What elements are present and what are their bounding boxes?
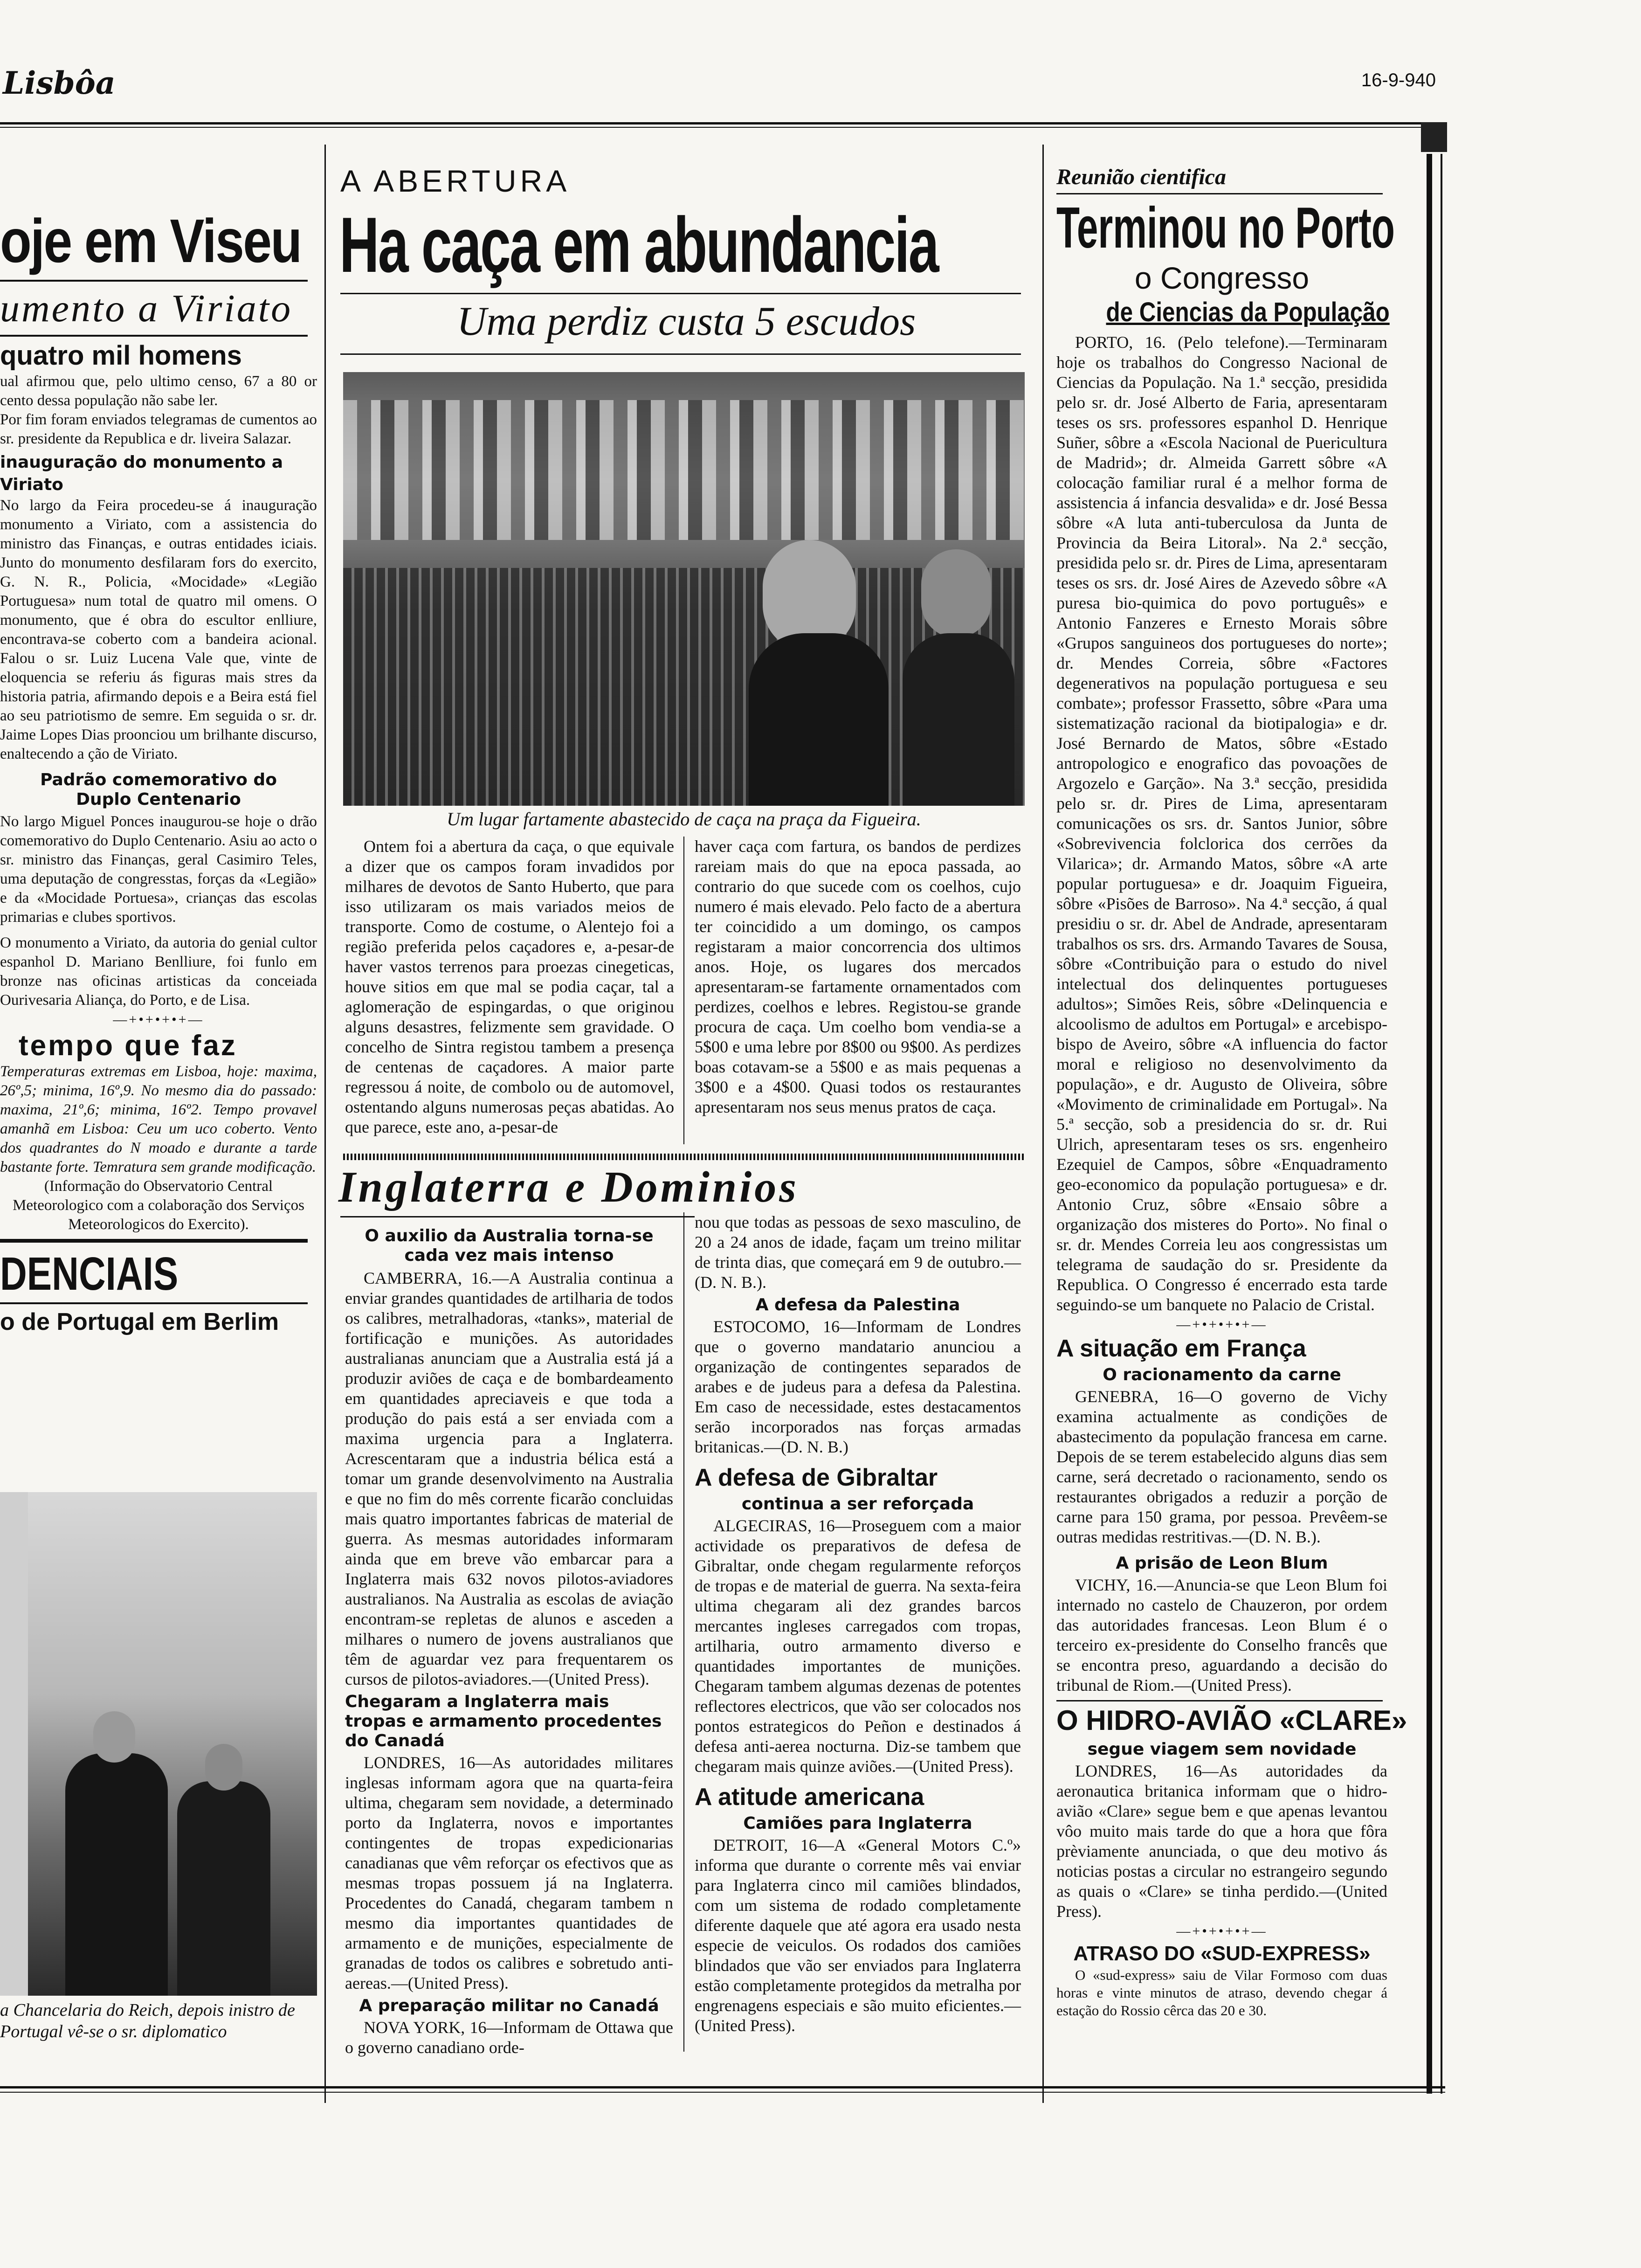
berlin-photo xyxy=(0,1492,317,1996)
top-rule-2 xyxy=(0,127,1427,128)
right-border xyxy=(1427,154,1432,2094)
credenciais-sub: o de Portugal em Berlim xyxy=(0,1308,279,1335)
weather-text: Temperaturas extremas em Lisboa, hoje: maxima, 26º,5; minima, 16º,9. No mesmo dia do passado: maxima, 21º,6; minima, 16º2. Tempo provavel amanhã em Lisboa: Ceu um uco coberto. Vento dos quadrantes do N moado e durante a tarde bastante forte. Temratura sem grande modificação. xyxy=(0,1063,317,1175)
clare-sub: segue viagem sem novidade xyxy=(1087,1740,1357,1759)
right-border-2 xyxy=(1441,154,1442,2094)
top-rule xyxy=(0,122,1427,124)
center-subheadline: Uma perdiz custa 5 escudos xyxy=(457,299,916,344)
right-sub2: de Ciencias da População xyxy=(1106,297,1390,327)
inglaterra-title: Inglaterra e Dominios xyxy=(338,1163,799,1211)
a2-title: Chegaram a Inglaterra mais tropas e armamento procedentes do Canadá xyxy=(345,1692,662,1750)
blum-text: VICHY, 16.—Anuncia-se que Leon Blum foi internado no castelo de Chauzeron, por ordem das autoridades francesas. Leon Blum é o terceiro ex-presidente do Conselho francês que se encontra preso, aguardando a decisão do tribunal de Riom.—(United Press). xyxy=(1056,1576,1387,1694)
left-rule-2 xyxy=(0,335,308,337)
right-sub1: o Congresso xyxy=(1134,261,1310,295)
bottom-rule xyxy=(0,2086,1445,2088)
right-kicker: Reunião cientifica xyxy=(1056,165,1226,189)
blum-title: A prisão de Leon Blum xyxy=(1116,1554,1328,1573)
weather-source: (Informação do Observatorio Central Meteorologico com a colaboração dos Serviços Meteorologicos do Exercito). xyxy=(13,1178,304,1233)
center-col-divider xyxy=(683,837,684,1144)
left-sub2: quatro mil homens xyxy=(0,340,242,371)
left-sub3: inauguração do monumento a Viriato xyxy=(0,453,283,494)
center-col1: Ontem foi a abertura da caça, o que equivale a dizer que os campos foram invadidos por milhares de devotos de Santo Huberto, que para isso utilizaram os mais variados meios de transporte. Como de costume, o Alentejo foi a região preferida pelos caçadores e, a-pesar-de haver vastos terrenos para proezas cinegeticas, houve sitios em que mal se podia caçar, tal a aglomeração de espingardas, o que originou alguns desastres, felizmente sem gravidade. O concelho de Sintra registou tambem a presença de centenas de caçadores. A maior parte regressou á noite, de combolo ou de automovel, ostentando alguns numerosas peças abatidas. Ao que parece, este ano, a-pesar-de xyxy=(345,837,674,1136)
us-text: DETROIT, 16—A «General Motors C.º» informa que durante o corrente mês vai enviar para Inglaterra cinco mil camiões blindados, com um sistema de rodado completamente diferente daquele que até agora era usado nesta especie de veiculos. Os rodados dos camiões blindados que vão ser enviados para Inglaterra estão completamente protegidos da metralha por engrenagens especiais e são muito eficientes.—(United Press). xyxy=(695,1836,1021,2035)
gibraltar-sub: continua a ser reforçada xyxy=(741,1494,974,1514)
gibraltar-title: A defesa de Gibraltar xyxy=(695,1464,938,1491)
left-sub4: Padrão comemorativo do Duplo Centenario xyxy=(40,770,277,809)
inglaterra-col-divider xyxy=(683,1212,684,2052)
inglaterra-rule xyxy=(340,1216,695,1217)
right-rule-2 xyxy=(1056,1700,1383,1701)
weather-title: tempo que faz xyxy=(19,1030,237,1062)
right-rule-1 xyxy=(1056,193,1383,194)
bottom-rule-2 xyxy=(0,2092,1445,2093)
a3-text: NOVA YORK, 16—Informam de Ottawa que o governo canadiano orde- xyxy=(345,2018,673,2057)
left-column xyxy=(0,154,317,1338)
a1-text: CAMBERRA, 16.—A Australia continua a enviar grandes quantidades de artilharia de todos os calibres, metralhadoras, «tanks», material de fortificação e munições. As autoridades australianas anunciam que a Australia está já a produzir aviões de caça e de bombardeamento em quantidades apreciaveis e que toda a produção do pais está a ser enviada com a maxima urgencia para a Inglaterra. Acrescentaram que a industria bélica está a tomar um grande desenvolvimento na Australia e que no fim do mês corrente ficarão concluidas mais quatro importantes fabricas de material de guerra. As mesmas autoridades informaram ainda que em breve vão embarcar para a Inglaterra mais 632 novos pilotos-aviadores australianos. Na Australia as escolas de aviação encontram-se repletas de alunos e asceden a milhares o numero de jovens australianos que têm de aguardar vez para frequentarem os cursos de pilotos-aviadores.—(United Press). xyxy=(345,1269,673,1688)
right-column xyxy=(1056,163,1407,2019)
left-p1: ual afirmou que, pelo ultimo censo, 67 a 80 or cento dessa população não sabe ler. xyxy=(0,373,317,409)
right-headline: Terminou no Porto xyxy=(1056,196,1395,260)
clare-text: LONDRES, 16—As autoridades da aeronautica britanica informam que o hidro-avião «Clare» segue bem e que apenas levantou vôo muito mais tarde do que a hora que fôra prèviamente anunciada, o que deu motivo ás noticias postas a circular no estrangeiro segundo as quais o «Clare» se tinha perdido.—(United Press). xyxy=(1056,1762,1387,1921)
center-kicker: A ABERTURA xyxy=(340,164,571,198)
a2-text: LONDRES, 16—As autoridades militares inglesas informam agora que na quarta-feira ultima, chegaram sem novidade, a determinado porto da Inglaterra, novos e importantes contingentes de tropas expedicionarias canadianas que vêm reforçar os efectivos que as mesmas tropas possuem já na Inglaterra. Procedentes do Canadá, chegaram tambem n mesmo dia importantes quantidades de armamento e de munições, especialmente de granadas de todos os calibres e sobretudo anti-aereas.—(United Press). xyxy=(345,1753,673,1992)
center-rule-1 xyxy=(340,293,1021,294)
left-p5: O monumento a Viriato, da autoria do genial cultor espanhol D. Mariano Benlliure, foi funlo em bronze nas oficinas artisticas da conceiada Ourivesaria Aliança, do Porto, e de Lisa. xyxy=(0,934,317,1009)
franca-text: GENEBRA, 16—O governo de Vichy examina actualmente as condições de abastecimento da população francesa em carne. Depois de se terem estabelecido alguns dias sem carne, será decretado o racionamento, sendo os restaurantes obrigados a reduzir a porção de carne para 150 grama, por pessoa. Prevêem-se outras medidas restritivas.—(D. N. B.). xyxy=(1056,1387,1387,1546)
franca-title: A situação em França xyxy=(1056,1335,1306,1362)
corner-ornament xyxy=(1421,122,1447,152)
left-rule-4 xyxy=(0,1302,308,1304)
left-subheadline: umento a Viriato xyxy=(0,287,293,330)
us-title: A atitude americana xyxy=(695,1784,924,1811)
berlin-caption: a Chancelaria do Reich, depois inistro de Portugal vê-se o sr. diplomatico xyxy=(0,2000,295,2041)
left-ornament: —+•+•+•+— xyxy=(113,1012,204,1027)
us-sub: Camiões para Inglaterra xyxy=(743,1814,972,1833)
right-ornament-2: —+•+•+•+— xyxy=(1176,1923,1268,1939)
a1-title: O auxilio da Australia torna-se cada vez mais intenso xyxy=(365,1226,654,1265)
b2-title: A defesa da Palestina xyxy=(755,1295,960,1314)
atraso-title: ATRASO DO «SUD-EXPRESS» xyxy=(1073,1942,1371,1965)
gibraltar-text: ALGECIRAS, 16—Proseguem com a maior actividade os preparativos de defesa de Gibraltar, onde chegam regularmente reforços de tropas e de material de guerra. Na sexta-feira ultima chegaram ali dez grandes barcos mercantes ingleses carregados com tropas, artilharia, outro armamento diverso e quantidades importantes de munições. Chegaram tambem algumas dezenas de potentes reflectores electricos, que vão ser colocados nos pontos estrategicos do Peñon e destinados á defesa anti-aerea nocturna. Diz-se tambem que chegaram mais quinze aviões.—(United Press). xyxy=(695,1516,1021,1776)
inglaterra-col2 xyxy=(695,1212,1021,2036)
market-photo-caption: Um lugar fartamente abastecido de caça na praça da Figueira. xyxy=(447,809,921,830)
left-headline: oje em Viseu xyxy=(0,207,301,275)
masthead-place: Lisbôa xyxy=(3,65,116,101)
center-rule-2 xyxy=(340,353,1021,355)
atraso-text: O «sud-express» saiu de Vilar Formoso com duas horas e vinte minutos de atraso, devendo chegar á estação do Rossio cêrca das 20 e 30. xyxy=(1056,1967,1387,2019)
left-p3: No largo da Feira procedeu-se á inauguração monumento a Viriato, com a assistencia do ministro das Finanças, e outras entidades iciais. Junto do monumento desfilaram fors do exercito, G. N. R., Policia, «Mocidade» «Legião Portuguesa» num total de quatro mil omens. O monumento, que é obra do escultor enlliure, encontrava-se coberto com a bandeira acional. Falou o sr. Luiz Lucena Vale que, vinte de eloquencia se referiu ás figuras mais stres da historia patria, afirmando depois e a Beira está fiel ao seu patriotismo de semre. Em seguida o sr. dr. Jaime Lopes Dias proonciou um brilhante discurso, enaltecendo a ção de Viriato. xyxy=(0,497,317,762)
franca-sub: O racionamento da carne xyxy=(1103,1365,1341,1384)
a3-title: A preparação militar no Canadá xyxy=(359,1996,659,2015)
inglaterra-col1 xyxy=(345,1222,673,2058)
divider-right xyxy=(1042,145,1044,2103)
right-ornament-1: —+•+•+•+— xyxy=(1176,1317,1268,1332)
market-photo xyxy=(343,372,1025,806)
congresso-text: PORTO, 16. (Pelo telefone).—Terminaram hoje os trabalhos do Congresso Nacional de Ciencias da População. Na 1.ª secção, presidida pelo sr. dr. José Alberto de Faria, apresentaram teses os srs. professores espanhol D. Henrique Suñer, sôbre a «Escola Nacional de Puericultura de Madrid»; dr. Almeida Garrett sôbre «A colocação familiar rural é a melhor forma de assistencia á infancia desvalida» e dr. José Bessa sôbre «A luta anti-tuberculosa da Junta de Provincia da Beira Litoral». Na 2.ª secção, presidida pelo sr. dr. Pires de Lima, apresentaram teses os srs. dr. José Aires de Azevedo sôbre «A puresa bio-quimica do povo português» e Antonio Fanzeres e Ernesto Morais sôbre «Grupos sanguineos dos portugueses do norte»; dr. Mendes Correia, sôbre «Factores degenerativos na população portuguesa e seu combate»; professor Frassetto, sôbre «Para uma sistematização racional da biotipalogia» e dr. José Bernardo de Matos, sôbre «Estado antropologico e enografico das povoações de Argozelo e Garção». Na 3.ª secção, presidida pelo sr. dr. Pires de Lima, apresentaram comunicações os srs. dr. Santos Junior, sôbre «Sobrevivencia folclorica dos cerrões da Vilarica»; dr. Armando Matos, sôbre «A arte popular portuguesa» e dr. Joaquim Figueira, sôbre «Pisões de Barroso». Na 4.ª secção, á qual presidiu o sr. dr. Abel de Andrade, apresentaram trabalhos os srs. drs. Armando Tavares de Sousa, sôbre «Contribuição para o estudo do nivel intelectual dos delinquentes portugueses adultos»; Simões Reis, sôbre «Delinquencia e alcoolismo de adultos em Portugal» e arcebispo-bispo de Aveiro, sôbre «A influencia do factor moral e religioso no desenvolvimento da população», e dr. Augusto de Oliveira, sôbre «Movimento de criminalidade em Portugal». Na 5.ª secção, sob a presidencia do sr. dr. Rui Ulrich, apresentaram teses os srs. engenheiro Ezequiel de Campos, sôbre «Enquadramento geo-economico da população portuguesa» e dr. Antonio Cruz, sôbre «Ensaio sôbre a organização dos misteres do Porto». No final o sr. dr. Mendes Correia leu aos congressistas um telegrama de saudação do sr. Presidente da Republica. O Congresso é encerrado esta tarde seguindo-se um banquete no Palacio de Cristal. xyxy=(1056,333,1387,1314)
divider-left xyxy=(324,145,326,2103)
left-p2: Por fim foram enviados telegramas de cumentos ao sr. presidente da Republica e dr. liveira Salazar. xyxy=(0,411,317,447)
center-headline: Ha caça em abundancia xyxy=(339,201,938,289)
credenciais-title: DENCIAIS xyxy=(0,1248,179,1300)
left-rule-3 xyxy=(0,1239,308,1243)
left-rule-1 xyxy=(0,280,308,282)
b1-text: nou que todas as pessoas de sexo masculino, de 20 a 24 anos de idade, façam um treino militar de trinta dias, que começará em 9 de outubro.—(D. N. B.). xyxy=(695,1213,1021,1292)
left-p4: No largo Miguel Ponces inaugurou-se hoje o drão comemorativo do Duplo Centenario. Asiu ao acto o sr. ministro das Finanças, geral Casimiro Teles, uma deputação de congresstas, forças da «Legião» e da «Mocidade Portuesa», crianças das escolas primarias e clubes sportivos. xyxy=(0,813,317,926)
b2-text: ESTOCOMO, 16—Informam de Londres que o governo mandatario anunciou a organização de contingentes separados de arabes e de judeus para a defesa da Palestina. Em caso de necessidade, estes destacamentos serão incorporados nas forças armadas britanicas.—(D. N. B.) xyxy=(695,1317,1021,1456)
clare-title: O HIDRO-AVIÃO «CLARE» xyxy=(1056,1705,1407,1736)
masthead-date: 16-9-940 xyxy=(1361,70,1436,90)
center-hatch-rule xyxy=(343,1154,1025,1160)
center-col2: haver caça com fartura, os bandos de perdizes rareiam mais do que na epoca passada, ao contrario do que sucede com os coelhos, cujo numero é mais elevado. Pelo facto de a abertura ter coincidido a um domingo, os campos registaram a maior concorrencia dos ultimos anos. Hoje, os lugares dos mercados apresentaram-se fartamente ornamentados com perdizes, coelhos e lebres. Registou-se grande procura de caça. Um coelho bom vendia-se a 5$00 e uma lebre por 8$00 ou 9$00. As perdizes boas cotavam-se a 5$00 e as mais pequenas a 3$00 e a 4$00. Quasi todos os restaurantes apresentaram nos seus menus pratos de caça. xyxy=(695,837,1021,1116)
